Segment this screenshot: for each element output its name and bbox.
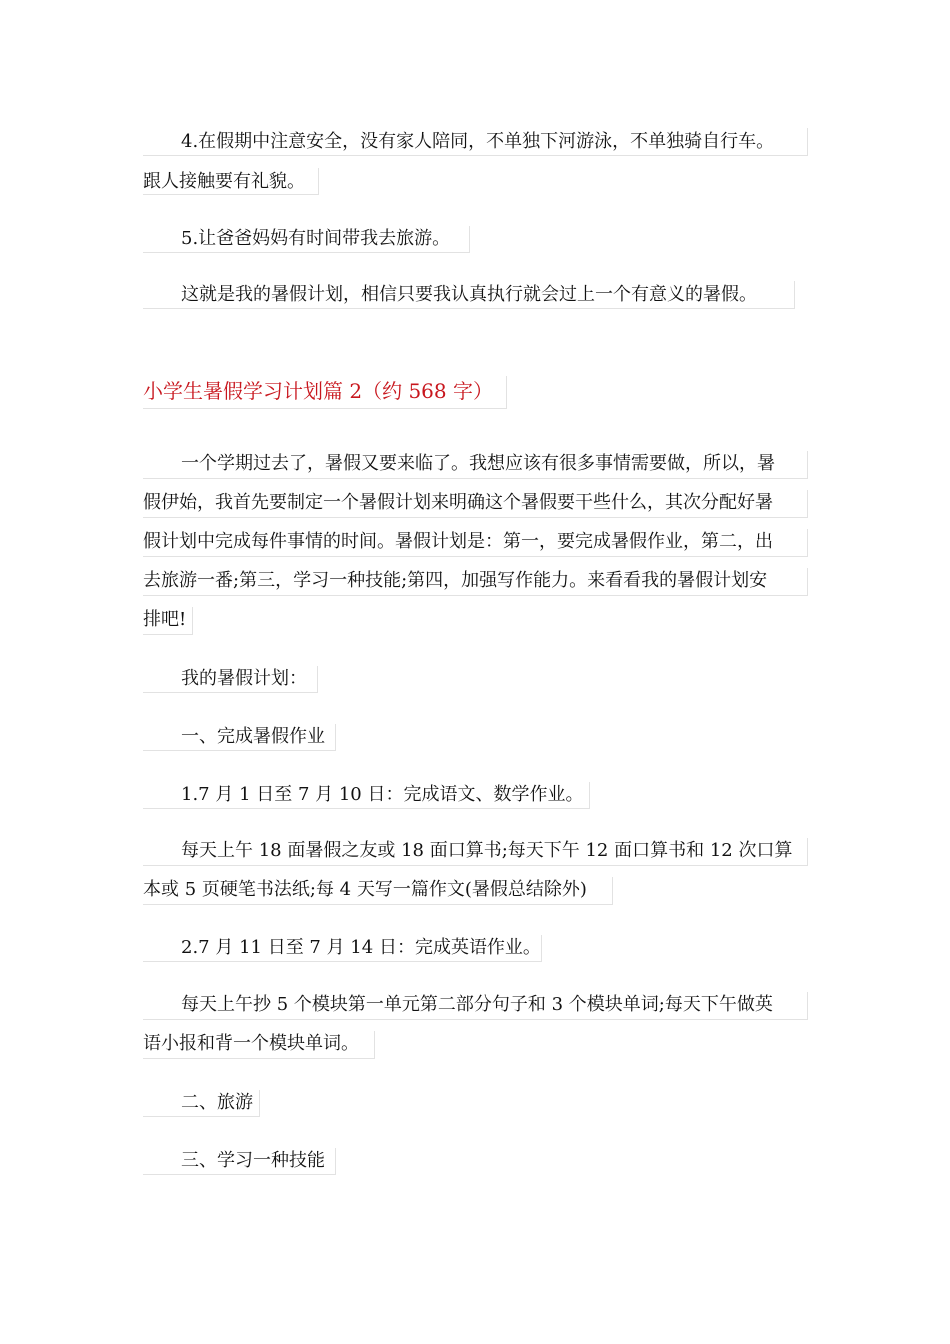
paragraph-line: 一、完成暑假作业 xyxy=(181,726,325,747)
paragraph-line: 每天上午抄 5 个模块第一单元第二部分句子和 3 个模块单词;每天下午做英 xyxy=(181,994,773,1015)
paragraph-line: 跟人接触要有礼貌。 xyxy=(143,171,305,192)
section-heading: 小学生暑假学习计划篇 2（约 568 字） xyxy=(143,379,493,403)
paragraph-line: 排吧! xyxy=(143,609,187,630)
paragraph-line: 每天上午 18 面暑假之友或 18 面口算书;每天下午 12 面口算书和 12 次口算 xyxy=(181,840,793,861)
paragraph-line: 这就是我的暑假计划，相信只要我认真执行就会过上一个有意义的暑假。 xyxy=(181,284,757,305)
paragraph-line: 1.7 月 1 日至 7 月 10 日：完成语文、数学作业。 xyxy=(181,784,584,805)
paragraph-line: 去旅游一番;第三，学习一种技能;第四，加强写作能力。来看看我的暑假计划安 xyxy=(143,570,768,591)
paragraph-line: 4.在假期中注意安全，没有家人陪同，不单独下河游泳，不单独骑自行车。 xyxy=(181,131,775,152)
paragraph-line: 假伊始，我首先要制定一个暑假计划来明确这个暑假要干些什么，其次分配好暑 xyxy=(143,492,773,513)
paragraph-line: 二、旅游 xyxy=(181,1092,253,1113)
paragraph-line: 2.7 月 11 日至 7 月 14 日：完成英语作业。 xyxy=(181,937,541,958)
paragraph-line: 假计划中完成每件事情的时间。暑假计划是：第一，要完成暑假作业，第二，出 xyxy=(143,531,773,552)
paragraph-line: 5.让爸爸妈妈有时间带我去旅游。 xyxy=(181,228,451,249)
paragraph-line: 我的暑假计划： xyxy=(181,668,307,689)
paragraph-line: 一个学期过去了，暑假又要来临了。我想应该有很多事情需要做，所以，暑 xyxy=(181,453,775,474)
paragraph-line: 语小报和背一个模块单词。 xyxy=(143,1033,359,1054)
paragraph-line: 三、学习一种技能 xyxy=(181,1150,325,1171)
paragraph-line: 本或 5 页硬笔书法纸;每 4 天写一篇作文(暑假总结除外) xyxy=(143,879,587,900)
